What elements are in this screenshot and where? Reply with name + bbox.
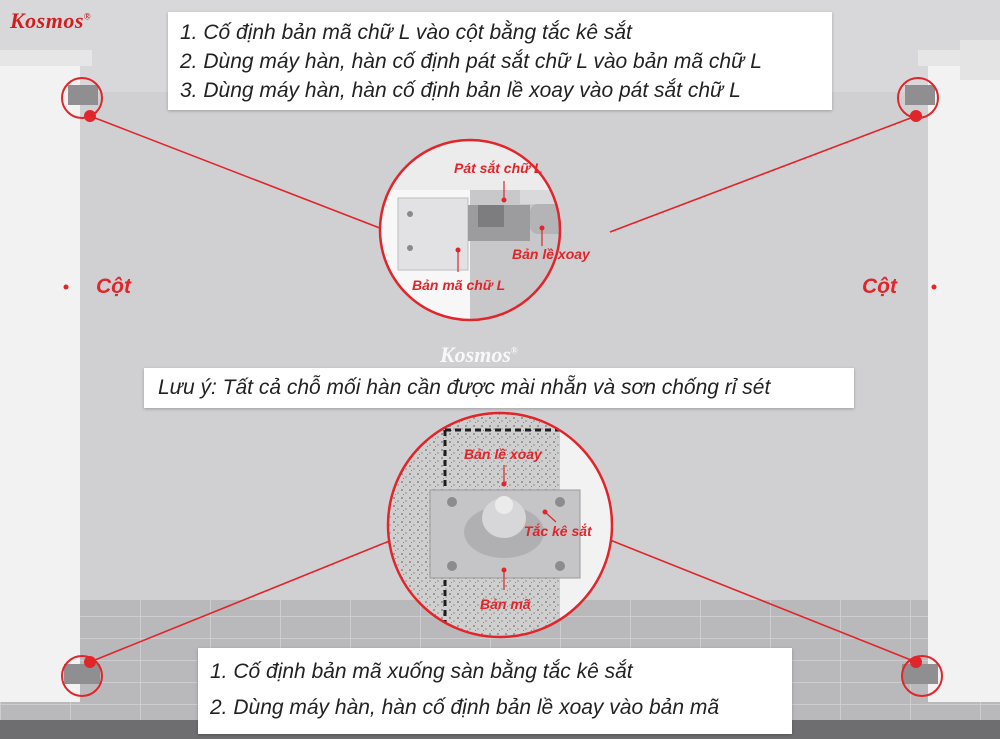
bottom-step-2: 2. Dùng máy hàn, hàn cố định bản lề xoay vào bản mã <box>210 696 720 719</box>
brand-watermark <box>440 342 518 368</box>
brand-logo <box>10 8 91 34</box>
top-steps-box <box>168 12 832 110</box>
note-text: Lưu ý: Tất cả chỗ mối hàn cần được mài nhẵn và sơn chống rỉ sét <box>158 376 771 399</box>
dot-top-right <box>910 110 922 122</box>
left-column <box>0 62 80 702</box>
top-step-1: 1. Cố định bản mã chữ L vào cột bằng tắc kê sắt <box>180 21 632 44</box>
bottom-steps-box <box>198 648 792 734</box>
top-step-2: 2. Dùng máy hàn, hàn cố định pát sắt chữ L vào bản mã chữ L <box>180 50 762 73</box>
label-tac-ke-sat: Tắc kê sắt <box>524 523 592 539</box>
right-column <box>928 62 1000 702</box>
label-pat-sat-chu-l: Pát sắt chữ L <box>454 160 543 176</box>
column-label-right: Cột <box>862 275 897 298</box>
note-box <box>144 368 854 408</box>
dot-bottom-left <box>84 656 96 668</box>
left-column-cap <box>0 50 92 66</box>
watermark-name: Kosmos <box>440 342 511 367</box>
bottom-left-hinge-hint <box>64 664 100 684</box>
label-ban-le-xoay-top: Bản lề xoay <box>512 246 590 262</box>
top-step-3: 3. Dùng máy hàn, hàn cố định bản lề xoay vào pát sắt chữ L <box>180 79 741 102</box>
brand-name: Kosmos <box>10 8 84 33</box>
label-ban-ma-chu-l: Bản mã chữ L <box>412 277 506 293</box>
bottom-step-1: 1. Cố định bản mã xuống sàn bằng tắc kê sắt <box>210 660 633 683</box>
dot-top-left <box>84 110 96 122</box>
watermark-mark: ® <box>510 345 518 356</box>
brand-mark: ® <box>83 11 92 22</box>
column-label-left: Cột <box>96 275 131 298</box>
far-column <box>960 40 1000 80</box>
bottom-right-hinge-hint <box>902 664 938 684</box>
column-left-dot <box>64 285 69 290</box>
top-left-hinge-hint <box>68 85 98 105</box>
dot-bottom-right <box>910 656 922 668</box>
label-ban-ma: Bản mã <box>480 596 531 612</box>
top-right-hinge-hint <box>905 85 935 105</box>
label-ban-le-xoay-bottom: Bản lề xoay <box>464 446 542 462</box>
column-right-dot <box>932 285 937 290</box>
